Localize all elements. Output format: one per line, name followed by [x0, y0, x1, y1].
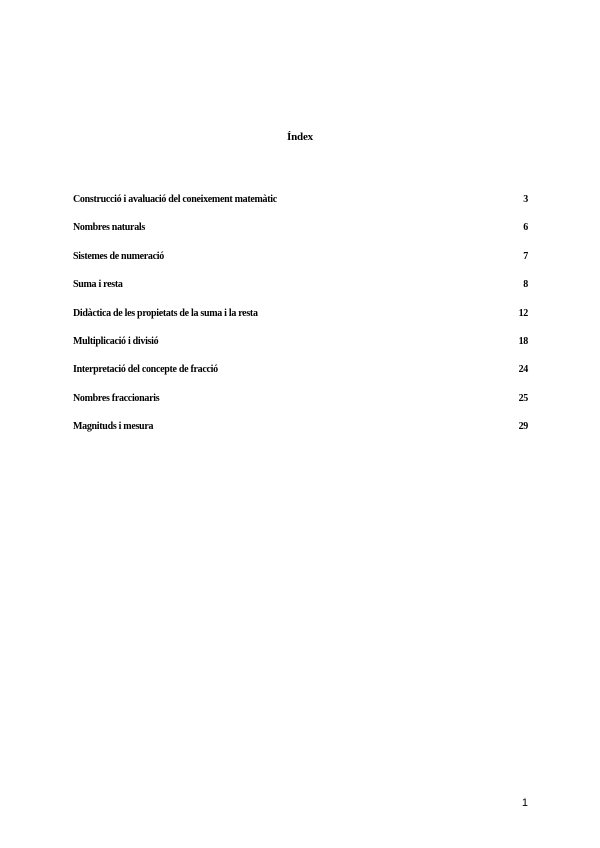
- toc-entry-page: 29: [518, 421, 528, 433]
- toc-entry-page: 7: [523, 250, 528, 262]
- toc-entry: [73, 392, 528, 420]
- toc-entry-label: Nombres naturals: [73, 222, 145, 234]
- page-number: 1: [521, 797, 528, 809]
- toc-entry-page: 24: [518, 364, 528, 376]
- toc-entry-page: 25: [518, 392, 528, 404]
- toc-entry-label: Didàctica de les propietats de la suma i la resta: [73, 307, 258, 319]
- toc-entry-label: Sistemes de numeració: [73, 250, 164, 262]
- toc-entry: [73, 307, 528, 335]
- toc-entry-label: Interpretació del concepte de fracció: [73, 364, 218, 376]
- toc-entry-label: Magnituds i mesura: [73, 421, 154, 433]
- toc-entry-page: 6: [523, 222, 528, 234]
- toc-entry: [73, 193, 528, 221]
- toc-entry: [73, 420, 528, 448]
- toc-entry: [73, 250, 528, 278]
- toc-entry: [73, 335, 528, 363]
- toc-entry-page: 18: [518, 335, 528, 347]
- toc-entry: [73, 363, 528, 391]
- toc-entry-label: Nombres fraccionaris: [73, 392, 160, 404]
- toc-entry: [73, 278, 528, 306]
- toc-entry-page: 8: [523, 279, 528, 291]
- page-title: Índex: [287, 131, 313, 143]
- toc-entry-label: Suma i resta: [73, 279, 123, 291]
- toc-entry-label: Multiplicació i divisió: [73, 335, 159, 347]
- toc-entry: [73, 221, 528, 249]
- toc-entry-page: 3: [523, 194, 528, 205]
- toc-entry-page: 12: [518, 307, 528, 319]
- table-of-contents: [73, 193, 528, 449]
- toc-entry-label: Construcció i avaluació del coneixement matemàtic: [73, 194, 277, 205]
